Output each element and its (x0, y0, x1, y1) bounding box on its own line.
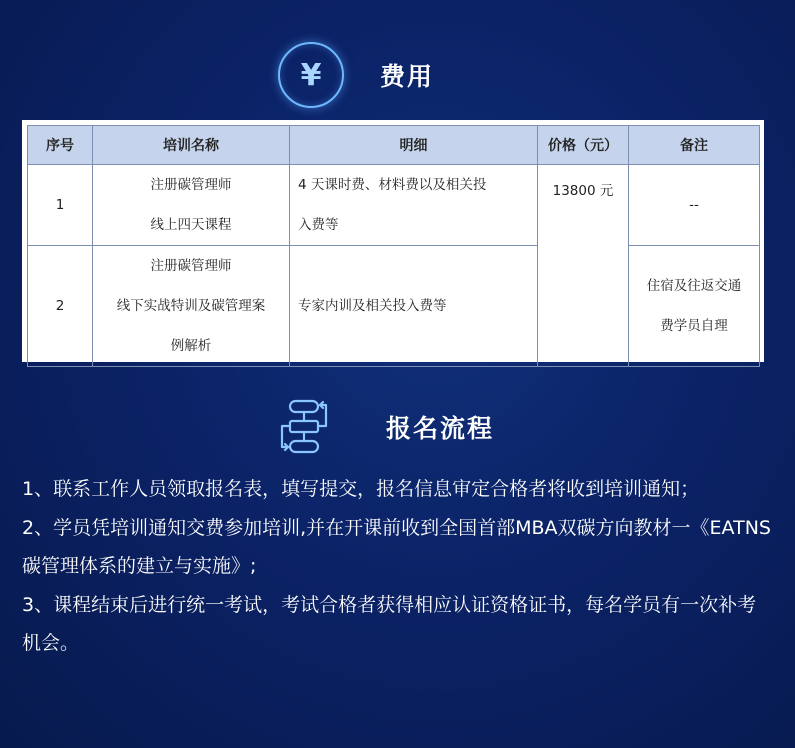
yen-icon: ¥ (278, 42, 344, 108)
header-price: 价格（元） (538, 126, 629, 165)
row-course-name (93, 165, 290, 246)
fee-section-title: 费用 (380, 62, 435, 91)
price-cell (538, 165, 629, 367)
price-value: 13800 元 (552, 183, 614, 199)
fee-table (22, 120, 764, 362)
detail-line: 入费等 (298, 217, 339, 233)
row-index: 2 (28, 246, 93, 367)
row-course-name (93, 246, 290, 367)
course-name-line: 线上四天课程 (150, 217, 232, 233)
step-item: 3、课程结束后进行统一考试，考试合格者获得相应认证资格证书，每名学员有一次补考机会。 (22, 593, 757, 654)
row-detail (290, 246, 538, 367)
row-note (629, 165, 760, 246)
flow-icon (272, 395, 336, 459)
table-row (28, 165, 760, 246)
header-detail: 明细 (290, 126, 538, 165)
header-course-name: 培训名称 (93, 126, 290, 165)
row-detail (290, 165, 538, 246)
step-item: 1、联系工作人员领取报名表，填写提交，报名信息审定合格者将收到培训通知； (22, 478, 700, 500)
step-item: 2、学员凭培训通知交费参加培训,并在开课前收到全国首部MBA双碳方向教材一《EATNS 碳管理体系的建立与实施》; (22, 516, 771, 577)
detail-line: 专家内训及相关投入费等 (298, 298, 447, 314)
course-name-line: 例解析 (170, 338, 212, 354)
course-name-line: 注册碳管理师 (150, 258, 232, 274)
note-line: 费学员自理 (660, 318, 728, 334)
row-index: 1 (28, 165, 93, 246)
process-section-header (272, 395, 494, 459)
fee-section-header (278, 42, 434, 108)
process-section-title: 报名流程 (386, 414, 495, 443)
row-note (629, 246, 760, 367)
header-index: 序号 (28, 126, 93, 165)
course-name-line: 线下实战特训及碳管理案 (116, 298, 266, 314)
course-name-line: 注册碳管理师 (150, 177, 232, 193)
table-header-row (28, 126, 760, 165)
header-note: 备注 (629, 126, 760, 165)
note-line: 住宿及往返交通 (646, 278, 742, 294)
note-line: -- (689, 197, 699, 213)
table-row (28, 246, 760, 367)
detail-line: 4 天课时费、材料费以及相关投 (298, 177, 487, 193)
process-steps (22, 470, 772, 663)
